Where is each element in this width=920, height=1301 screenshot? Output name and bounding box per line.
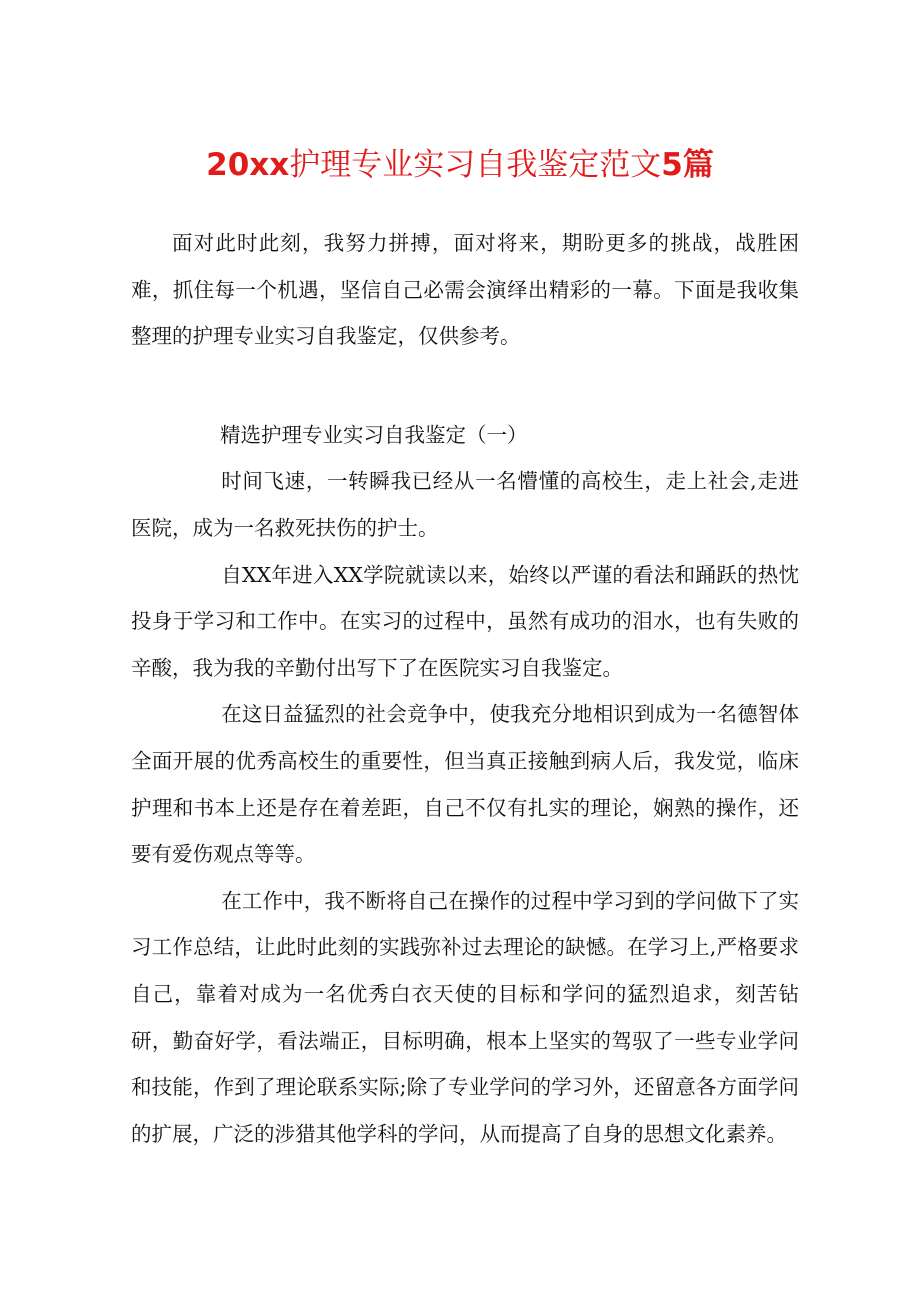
title-main: 护理专业实习自我鉴定范文 [289, 147, 662, 183]
body-paragraph-2: 自XX年进入XX学院就读以来，始终以严谨的看法和踊跃的热忱投身于学习和工作中。在实习的过程中，虽然有成功的泪水，也有失败的辛酸，我为我的辛勤付出写下了在医院实习自我鉴定。 [131, 562, 799, 680]
section-heading: 精选护理专业实习自我鉴定（一） [220, 422, 528, 447]
body-paragraph-3: 在这日益猛烈的社会竞争中，使我充分地相识到成为一名德智体全面开展的优秀高校生的重要性，但当真正接触到病人后，我发觉，临床护理和书本上还是存在着差距，自己不仅有扎实的理论，娴熟的操作，还要有爱伤观点等等。 [131, 702, 799, 867]
document-title [0, 140, 920, 190]
section-spacer [131, 360, 799, 412]
intro-paragraph: 面对此时此刻，我努力拼搏，面对将来，期盼更多的挑战，战胜困难，抓住每一个机遇，坚信自己必需会演绎出精彩的一幕。下面是我收集整理的护理专业实习自我鉴定，仅供参考。 [131, 231, 799, 349]
title-count: 5篇 [661, 147, 714, 183]
body-paragraph-4: 在工作中，我不断将自己在操作的过程中学习到的学问做下了实习工作总结，让此时此刻的实践弥补过去理论的缺憾。在学习上,严格要求自己，靠着对成为一名优秀白衣天使的目标和学问的猛烈追求，刻苦钻研，勤奋好学，看法端正，目标明确，根本上坚实的驾驭了一些专业学问和技能，作到了理论联系实际;除了专业学问的学习外，还留意各方面学问的扩展，广泛的涉猎其他学科的学问，从而提高了自身的思想文化素养。 [131, 888, 799, 1146]
document-body [131, 220, 799, 1157]
body-paragraph-1: 时间飞速，一转瞬我已经从一名懵懂的高校生，走上社会,走进医院，成为一名救死扶伤的护士。 [131, 469, 799, 540]
title-year: 20xx [206, 147, 290, 183]
